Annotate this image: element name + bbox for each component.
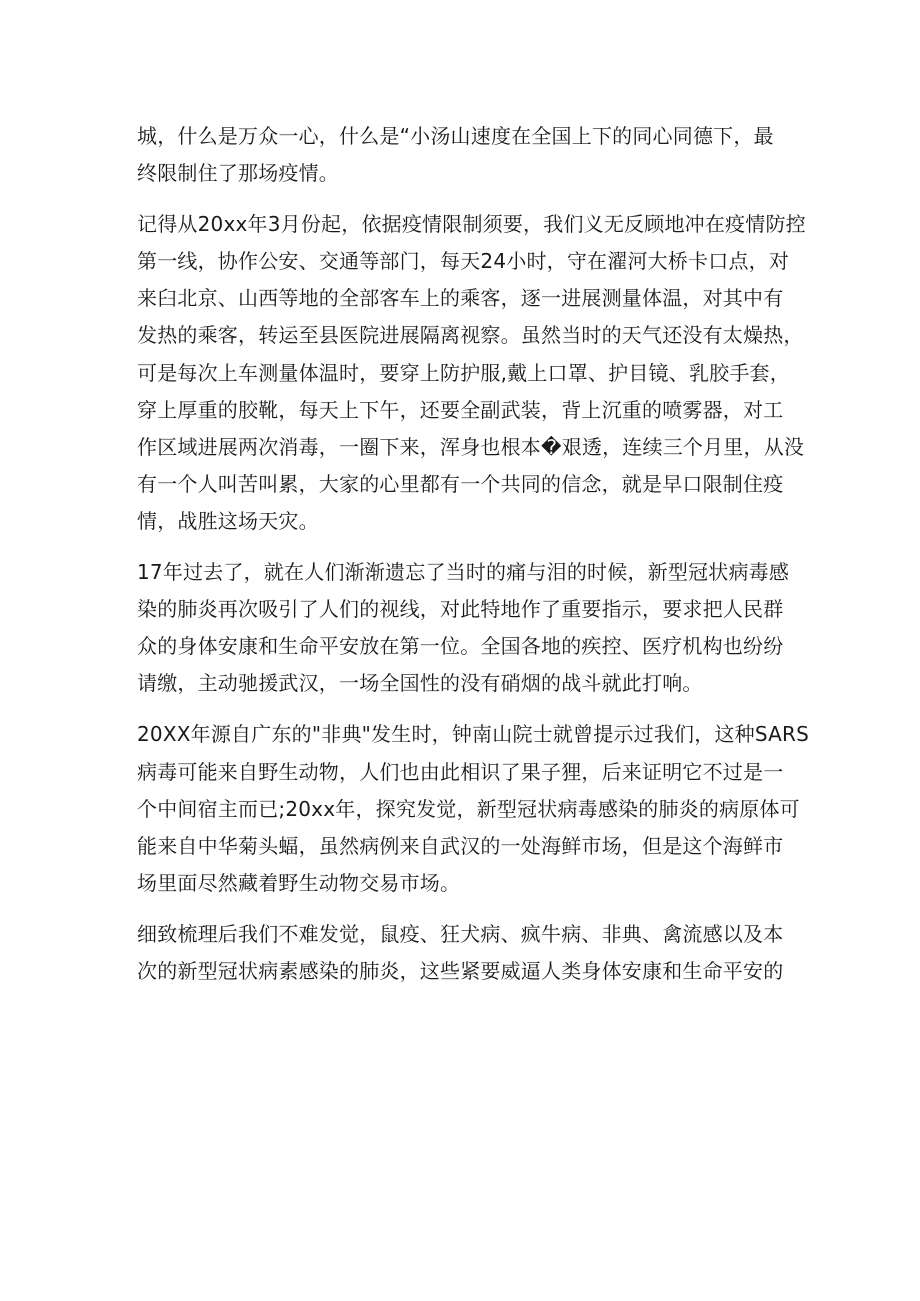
text-line: 情，战胜这场天灾。	[137, 508, 319, 533]
text-line: 17年过去了，就在人们渐渐遗忘了当时的痛与泪的时候，新型冠状病毒感	[137, 560, 790, 585]
paragraph-spacer	[137, 902, 787, 916]
text-line: 20XX年源自广东的"非典"发生时，钟南山院士就曾提示过我们，这种SARS	[137, 722, 809, 747]
text-line: 细致梳理后我们不难发觉，鼠疫、狂犬病、疯牛病、非典、禽流感以及本	[137, 921, 784, 946]
text-line: 请缴，主动驰援武汉，一场全国性的没有硝烟的战斗就此打响。	[137, 671, 703, 696]
text-line: 可是每次上车测量体温时，要穿上防护服,戴上口罩、护目镜、乳胶手套，	[137, 360, 790, 385]
paragraph-spacer	[137, 192, 787, 206]
text-line: 能来自中华菊头蝠，虽然病例来自武汉的一处海鲜市场，但是这个海鲜市	[137, 833, 784, 858]
text-line: 穿上厚重的胶靴，每天上下午，还要全副武装，背上沉重的喷雾器，对工	[137, 397, 784, 422]
text-line: 作区域进展两次消毒，一圈下来，浑身也根本�艰透，连续三个月里，从没	[137, 434, 805, 459]
paragraph-5	[137, 916, 787, 990]
paragraph-spacer	[137, 540, 787, 554]
text-line: 场里面尽然藏着野生动物交易市场。	[137, 870, 461, 895]
paragraph-1	[137, 118, 787, 192]
paragraph-4	[137, 716, 809, 901]
text-line: 记得从20xx年3月份起，依据疫情限制须要，我们义无反顾地冲在疫情防控	[137, 212, 806, 237]
text-line: 众的身体安康和生命平安放在第一位。全国各地的疾控、医疗机构也纷纷	[137, 634, 784, 659]
text-line: 终限制住了那场疫情。	[137, 161, 339, 186]
text-line: 个中间宿主而已;20xx年，探究发觉，新型冠状病毒感染的肺炎的病原体可	[137, 796, 800, 821]
text-line: 第一线，协作公安、交通等部门，每天24小时，守在濯河大桥卡口点，对	[137, 249, 790, 274]
text-line: 病毒可能来自野生动物，人们也由此相识了果子狸，后来证明它不过是一	[137, 759, 784, 784]
text-line: 次的新型冠状病素感染的肺炎，这些紧要威逼人类身体安康和生命平安的	[137, 958, 784, 983]
text-line: 发热的乘客，转运至县医院进展隔离视察。虽然当时的天气还没有太燥热，	[137, 323, 804, 348]
text-line: 有一个人叫苦叫累，大家的心里都有一个共同的信念，就是早口限制住疫	[137, 471, 784, 496]
document-body	[137, 118, 809, 990]
text-line: 来臼北京、山西等地的全部客车上的乘客，逐一进展测量体温，对其中有	[137, 286, 784, 311]
paragraph-3	[137, 554, 790, 702]
text-line: 染的肺炎再次吸引了人们的视线，对此特地作了重要指示，要求把人民群	[137, 597, 784, 622]
paragraph-2	[137, 206, 806, 540]
text-line: 城，什么是万众一心，什么是“小汤山速度在全国上下的同心同德下，最	[137, 124, 774, 148]
paragraph-spacer	[137, 702, 787, 716]
